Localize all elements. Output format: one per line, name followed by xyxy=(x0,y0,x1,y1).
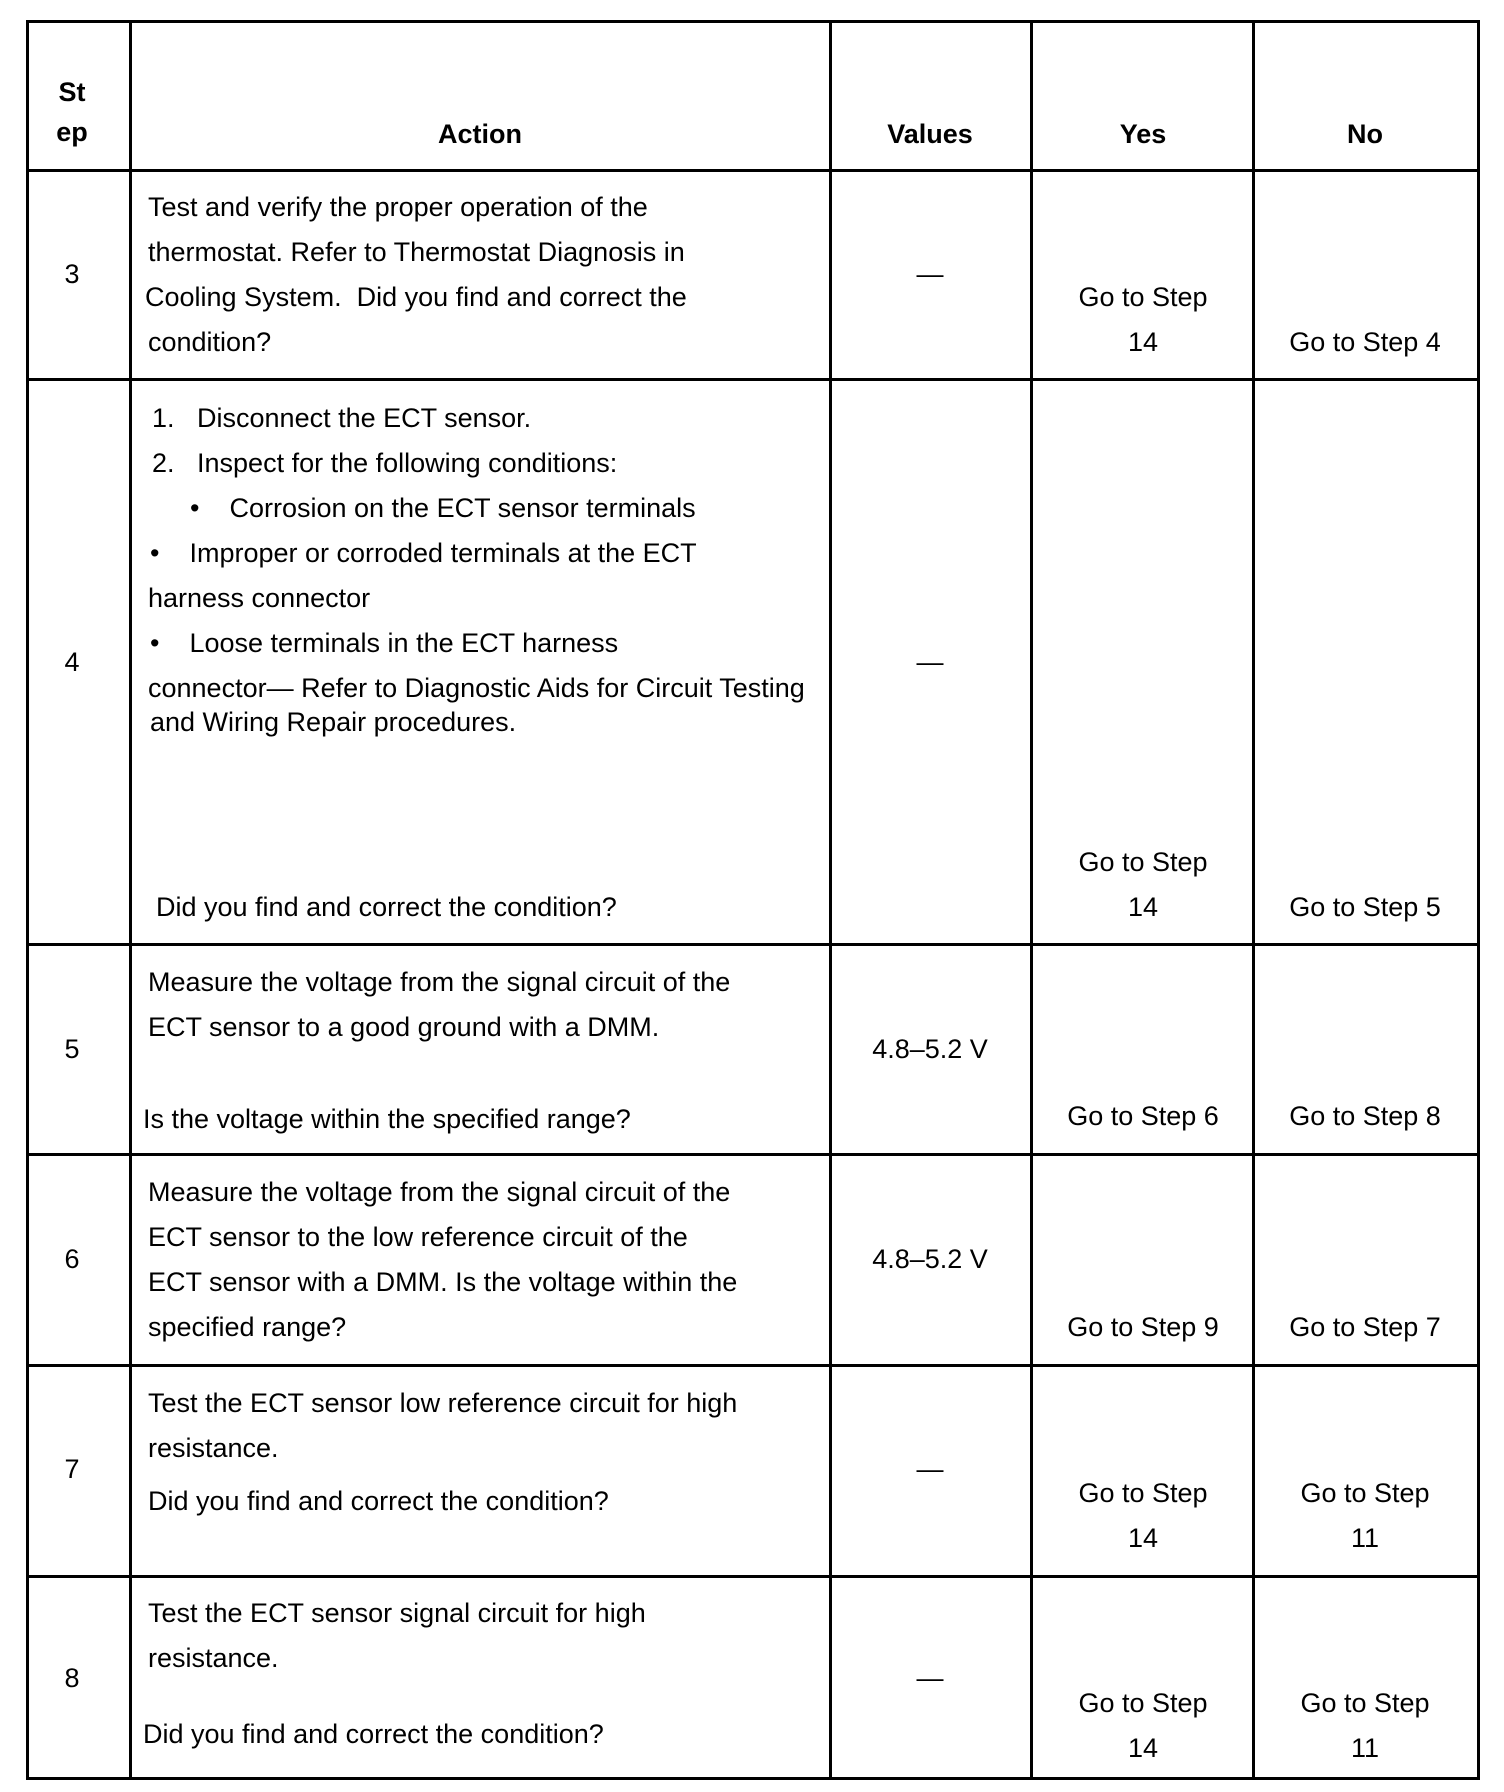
row-3-yes: Go to Step 14 xyxy=(1078,282,1208,357)
row-3-no: Go to Step 4 xyxy=(1289,327,1441,357)
row-6-action-line: Measure the voltage from the signal circuit of the xyxy=(148,1177,731,1207)
row-4-action-line: harness connector xyxy=(148,583,371,613)
row-5-step: 5 xyxy=(64,1034,80,1064)
row-7-action-line: resistance. xyxy=(148,1433,279,1463)
row-5-value: 4.8–5.2 V xyxy=(872,1034,988,1064)
row-6-value: 4.8–5.2 V xyxy=(872,1244,988,1274)
row-8-value: — xyxy=(916,1663,944,1693)
row-3-action-line: Test and verify the proper operation of the xyxy=(148,192,648,222)
row-6-action-line: ECT sensor with a DMM. Is the voltage within the xyxy=(148,1267,738,1297)
row-7-action-line: Test the ECT sensor low reference circuit for high xyxy=(148,1388,738,1418)
header-step: St ep xyxy=(56,77,88,147)
row-6-action-line: ECT sensor to the low reference circuit of the xyxy=(148,1222,688,1252)
row-8-action-line: Test the ECT sensor signal circuit for high xyxy=(148,1598,646,1628)
row-3-action-line: condition? xyxy=(148,327,272,357)
row-4-no: Go to Step 5 xyxy=(1289,892,1441,922)
row-7-no: Go to Step 11 xyxy=(1300,1478,1430,1553)
row-6-no: Go to Step 7 xyxy=(1289,1312,1441,1342)
row-5-no: Go to Step 8 xyxy=(1289,1101,1441,1131)
row-7-action-line: Did you find and correct the condition? xyxy=(148,1486,609,1516)
row-4-yes: Go to Step 14 xyxy=(1078,847,1208,922)
row-4-action-line: connector— Refer to Diagnostic Aids for Circuit Testing xyxy=(148,673,805,703)
row-7-step: 7 xyxy=(64,1454,80,1484)
row-3-action-line: thermostat. Refer to Thermostat Diagnosis in xyxy=(148,237,685,267)
row-8-action-line: Did you find and correct the condition? xyxy=(143,1719,604,1749)
row-8-action-line: resistance. xyxy=(148,1643,279,1673)
row-6-step: 6 xyxy=(64,1244,80,1274)
row-6-action-line: specified range? xyxy=(148,1312,347,1342)
row-4-action-line: 1. Disconnect the ECT sensor. xyxy=(152,403,532,433)
row-7-value: — xyxy=(916,1454,944,1484)
row-4-action-line: • Improper or corroded terminals at the ECT xyxy=(150,538,697,568)
row-5-action-line: Measure the voltage from the signal circuit of the xyxy=(148,967,731,997)
row-7-yes: Go to Step 14 xyxy=(1078,1478,1208,1553)
row-5-action-line: Is the voltage within the specified range? xyxy=(143,1104,631,1134)
row-8-no: Go to Step 11 xyxy=(1300,1688,1430,1763)
row-4-action-line: • Loose terminals in the ECT harness xyxy=(150,628,619,658)
row-6-yes: Go to Step 9 xyxy=(1067,1312,1219,1342)
row-8-step: 8 xyxy=(64,1663,80,1693)
header-values: Values xyxy=(887,119,973,149)
row-8-yes: Go to Step 14 xyxy=(1078,1688,1208,1763)
row-4-step: 4 xyxy=(64,647,80,677)
row-4-value: — xyxy=(916,647,944,677)
header-no: No xyxy=(1347,119,1383,149)
row-4-action-line: • Corrosion on the ECT sensor terminals xyxy=(190,493,696,523)
row-4-action-line: Did you find and correct the condition? xyxy=(156,892,617,922)
row-5-yes: Go to Step 6 xyxy=(1067,1101,1219,1131)
header-action: Action xyxy=(438,119,522,149)
row-3-action-line: Cooling System. Did you find and correct the xyxy=(145,282,687,312)
header-yes: Yes xyxy=(1119,119,1167,149)
row-4-action-line: 2. Inspect for the following conditions: xyxy=(152,448,618,478)
row-3-step: 3 xyxy=(64,259,80,289)
row-4-action-line: and Wiring Repair procedures. xyxy=(150,707,517,737)
row-3-value: — xyxy=(916,259,944,289)
row-5-action-line: ECT sensor to a good ground with a DMM. xyxy=(148,1012,660,1042)
